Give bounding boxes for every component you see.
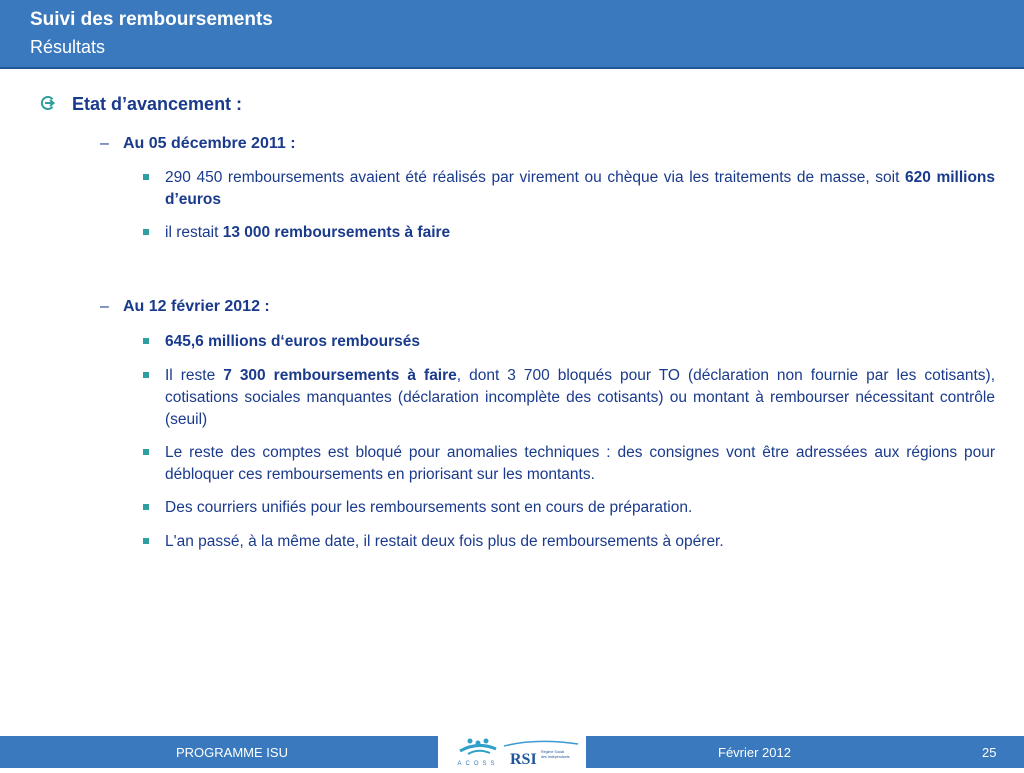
svg-text:des Indépendants: des Indépendants — [541, 755, 570, 759]
list-item-text: il restait 13 000 remboursements à faire — [165, 224, 451, 241]
svg-text:Régime Social: Régime Social — [541, 750, 565, 754]
square-bullet-icon — [143, 504, 149, 510]
list-item-text: Le reste des comptes est bloqué pour anomalies techniques : des consignes vont être adressées aux régions pour débloquer ces remboursements en priorisant sur les montants. — [165, 444, 995, 483]
slide-subtitle: Résultats — [30, 37, 106, 57]
list-item-text: Il reste 7 300 remboursements à faire, dont 3 700 bloqués pour TO (déclaration non fournie par les cotisants), cotisations sociales manquantes (déclaration incomplète des cotisants) ou montant à rembourser nécessitant contrôle (seuil) — [165, 367, 995, 428]
footer-logos — [438, 736, 586, 768]
dash-bullet: – — [100, 135, 109, 152]
rsi-logo-icon — [504, 741, 578, 768]
footer-date: Février 2012 — [718, 745, 791, 760]
list-item-text: Des courriers unifiés pour les remboursements sont en cours de préparation. — [165, 499, 693, 516]
dash-bullet: – — [100, 298, 109, 315]
square-bullet-icon — [143, 449, 149, 455]
square-bullet-icon — [143, 338, 149, 344]
list-item-text: 645,6 millions d‘euros remboursés — [165, 333, 420, 350]
square-bullet-icon — [143, 229, 149, 235]
footer-program: PROGRAMME ISU — [176, 745, 288, 760]
header-divider — [0, 67, 1024, 69]
footer-left-band — [0, 736, 438, 768]
footer-right-band — [586, 736, 1024, 768]
group-heading: Au 12 février 2012 : — [123, 298, 270, 315]
square-bullet-icon — [143, 538, 149, 544]
square-bullet-icon — [143, 174, 149, 180]
svg-text:RSI: RSI — [510, 751, 537, 768]
svg-text:ACOSS: ACOSS — [457, 761, 499, 767]
list-item-text: 290 450 remboursements avaient été réalisés par virement ou chèque via les traitements de masse, soit 620 millions d’euros — [165, 169, 996, 208]
slide-header — [0, 0, 1024, 67]
list-item-text: L'an passé, à la même date, il restait deux fois plus de remboursements à opérer. — [165, 533, 724, 550]
circled-arrow-icon — [40, 95, 56, 111]
slide-title: Suivi des remboursements — [30, 9, 273, 30]
group-heading: Au 05 décembre 2011 : — [123, 135, 296, 152]
section-title: Etat d’avancement : — [72, 94, 243, 114]
acoss-logo-icon — [457, 739, 498, 768]
acoss-rsi-logo — [438, 736, 586, 768]
square-bullet-icon — [143, 372, 149, 378]
page-number: 25 — [982, 745, 997, 760]
